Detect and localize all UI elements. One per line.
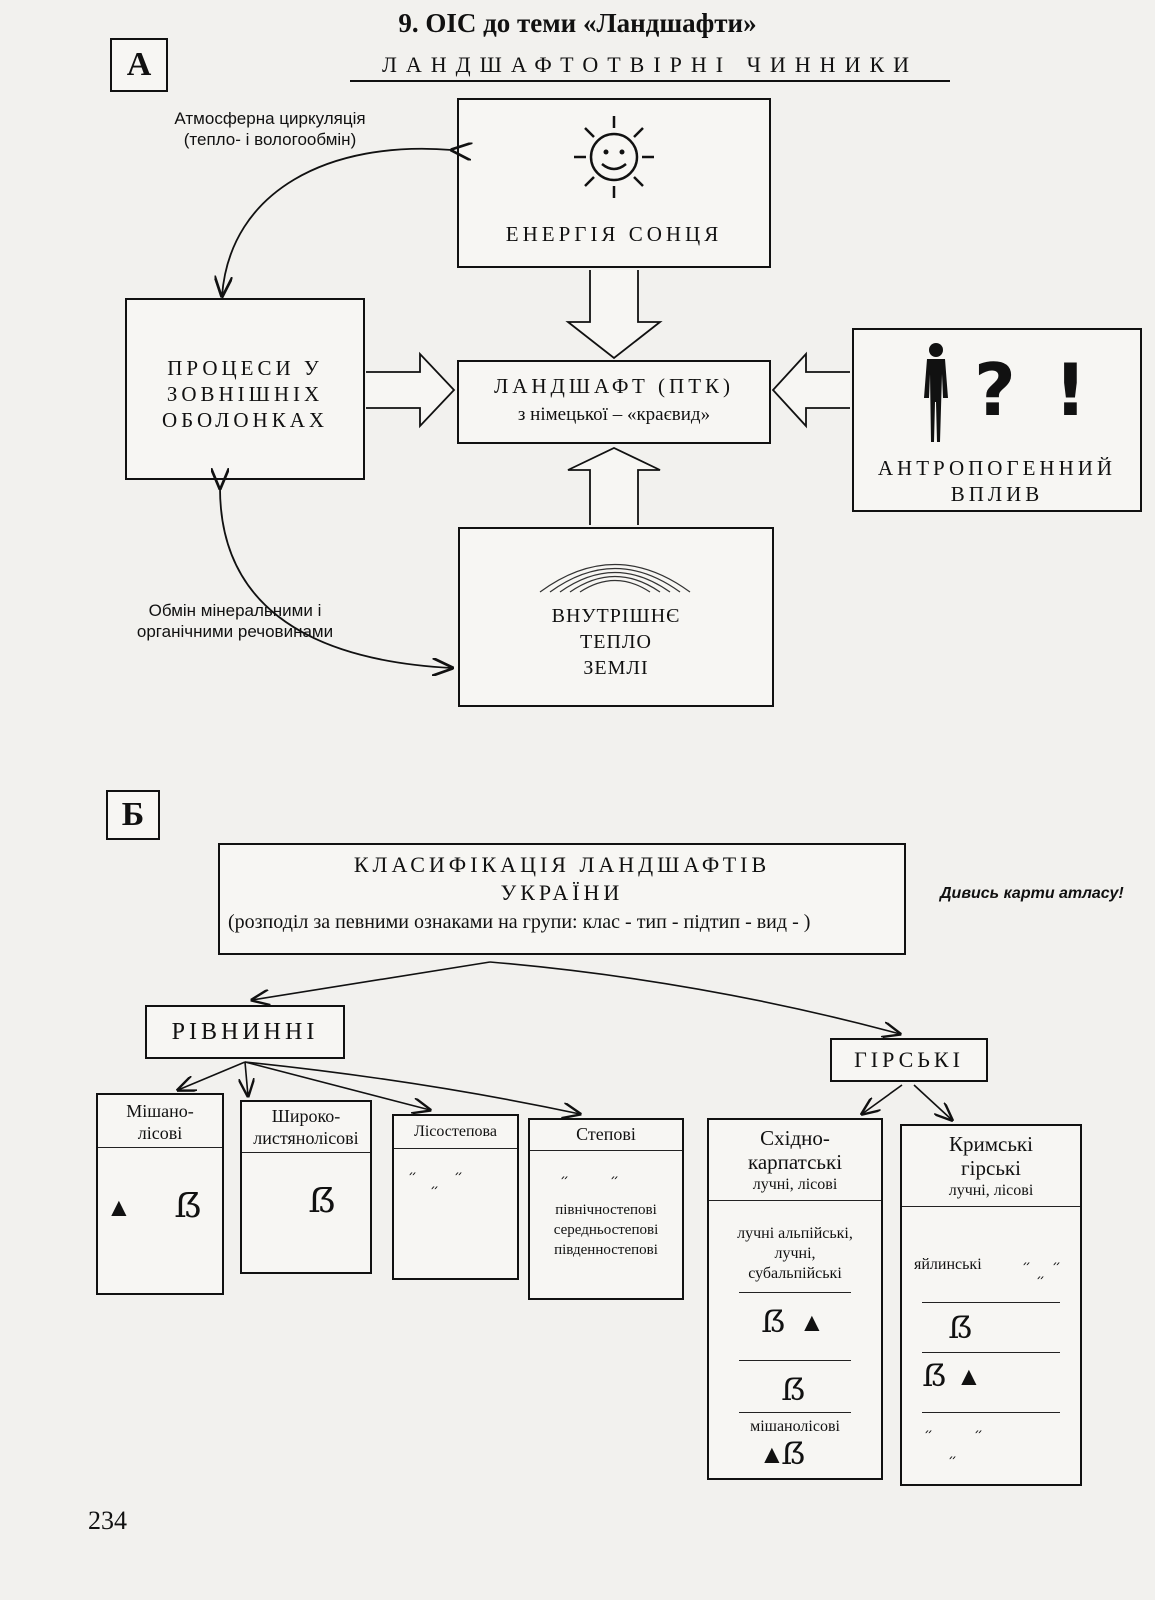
oak-leaf-icon: ẞ (174, 1186, 203, 1226)
steppe-label: Степові (576, 1124, 636, 1144)
anthropogenic-line-2: ВПЛИВ (950, 482, 1044, 506)
east-carpathian-box (707, 1118, 883, 1480)
grass-mark-icon: ״ (610, 1172, 620, 1188)
steppe-type-box (528, 1118, 684, 1300)
landscape-title: ЛАНДШАФТ (ПТК) (493, 374, 735, 398)
plains-box: РІВНИННІ (145, 1005, 345, 1059)
processes-line-2: ЗОВНІШНІХ (166, 382, 324, 406)
circulation-line-2: (тепло- і вологообмін) (183, 130, 357, 149)
anthropogenic-line-1: АНТРОПОГЕННИЙ (877, 456, 1117, 480)
oak-leaf-icon: ẞ (761, 1305, 786, 1340)
processes-line-3: ОБОЛОНКАХ (161, 408, 329, 432)
sun-energy-box (457, 98, 771, 268)
forest-steppe-label: Лісостепова (414, 1123, 497, 1140)
classification-line-2: УКРАЇНИ (500, 880, 624, 905)
exclamation-mark-icon: ! (1054, 348, 1087, 432)
sun-energy-label: ЕНЕРГІЯ СОНЦЯ (505, 222, 723, 246)
mixed-forest-type-box (96, 1093, 224, 1295)
landscape-ptk-box (457, 360, 771, 444)
east-carpathian-zone-4: мішанолісові (750, 1418, 840, 1435)
oak-leaf-icon: ẞ (308, 1181, 337, 1221)
exchange-annotation (115, 600, 355, 642)
crimean-line-2: гірські (961, 1156, 1021, 1180)
oak-leaf-icon: ẞ (922, 1359, 947, 1394)
sun-face-icon (564, 112, 664, 202)
grass-mark-icon: ״ (974, 1426, 984, 1442)
outer-shell-processes-box (125, 298, 365, 480)
circulation-annotation (150, 108, 390, 150)
landscape-etymology: з німецької – «краєвид» (517, 404, 711, 425)
east-carpathian-zone-1: лучні альпійські, (737, 1225, 853, 1242)
grass-mark-icon: ״ (924, 1426, 934, 1442)
page-number: 234 (88, 1506, 127, 1535)
grass-mark-icon: ״ (408, 1168, 418, 1184)
grass-mark-icon: ״ (1036, 1272, 1046, 1288)
east-carpathian-line-2: карпатські (747, 1150, 843, 1174)
east-carpathian-zone-2: лучні, (774, 1245, 816, 1262)
mixed-forest-line-2: лісові (137, 1123, 183, 1143)
oak-leaf-icon: ẞ (948, 1311, 973, 1346)
atlas-note: Дивись карти атласу! (940, 885, 1124, 902)
exchange-line-2: органічними речовинами (136, 622, 334, 641)
crimean-mountain-box (900, 1124, 1082, 1486)
crimean-zone-1: яйлинські (914, 1256, 982, 1273)
inner-heat-line-1: ВНУТРІШНЄ (551, 605, 681, 627)
inner-heat-line-3: ЗЕМЛІ (583, 657, 649, 679)
anthropogenic-influence-box (852, 328, 1142, 512)
classification-box (218, 843, 906, 955)
steppe-subtype-south: південностепові (554, 1242, 658, 1258)
section-b-label: Б (106, 790, 160, 840)
conifer-tree-icon: ▲ (956, 1362, 982, 1391)
human-figure-icon (916, 342, 956, 446)
mixed-forest-line-1: Мішано- (126, 1101, 194, 1121)
grass-mark-icon: ״ (948, 1452, 958, 1468)
inner-heat-line-2: ТЕПЛО (580, 631, 652, 653)
factors-heading: ЛАНДШАФТОТВІРНІ ЧИННИКИ (350, 52, 950, 82)
crimean-line-1: Кримські (949, 1132, 1033, 1156)
inner-earth-heat-box (458, 527, 774, 707)
conifer-tree-icon: ▲ (759, 1440, 785, 1469)
grass-mark-icon: ״ (454, 1168, 464, 1184)
grass-mark-icon: ״ (1022, 1258, 1032, 1274)
broadleaf-forest-type-box (240, 1100, 372, 1274)
conifer-tree-icon: ▲ (106, 1193, 132, 1222)
oak-leaf-icon: ẞ (781, 1437, 806, 1472)
classification-note: (розподіл за певними ознаками на групи: клас - тип - підтип - вид - ) (228, 911, 811, 933)
steppe-subtype-middle: середньостепові (553, 1222, 659, 1238)
section-a-label: А (110, 38, 168, 92)
east-carpathian-line-3: лучні, лісові (752, 1176, 838, 1193)
question-mark-icon: ? (974, 348, 1016, 432)
oak-leaf-icon: ẞ (781, 1373, 806, 1408)
page-title: 9. ОІС до теми «Ландшафти» (398, 8, 757, 38)
crimean-line-3: лучні, лісові (948, 1182, 1034, 1199)
east-carpathian-zone-3: субальпійські (748, 1265, 842, 1282)
mountains-box: ГІРСЬКІ (830, 1038, 988, 1082)
broadleaf-line-1: Широко- (271, 1106, 341, 1126)
classification-line-1: КЛАСИФІКАЦІЯ ЛАНДШАФТІВ (353, 852, 771, 877)
broadleaf-line-2: листянолісові (253, 1128, 359, 1148)
conifer-tree-icon: ▲ (799, 1308, 825, 1337)
grass-mark-icon: ״ (430, 1182, 440, 1198)
forest-steppe-type-box (392, 1114, 519, 1280)
steppe-subtype-north: північностепові (555, 1202, 657, 1218)
heat-waves-icon (530, 537, 700, 597)
east-carpathian-line-1: Східно- (760, 1126, 830, 1150)
grass-mark-icon: ״ (1052, 1258, 1062, 1274)
grass-mark-icon: ״ (560, 1172, 570, 1188)
exchange-line-1: Обмін мінеральними і (148, 601, 322, 620)
circulation-line-1: Атмосферна циркуляція (174, 109, 366, 128)
processes-line-1: ПРОЦЕСИ У (167, 356, 323, 380)
